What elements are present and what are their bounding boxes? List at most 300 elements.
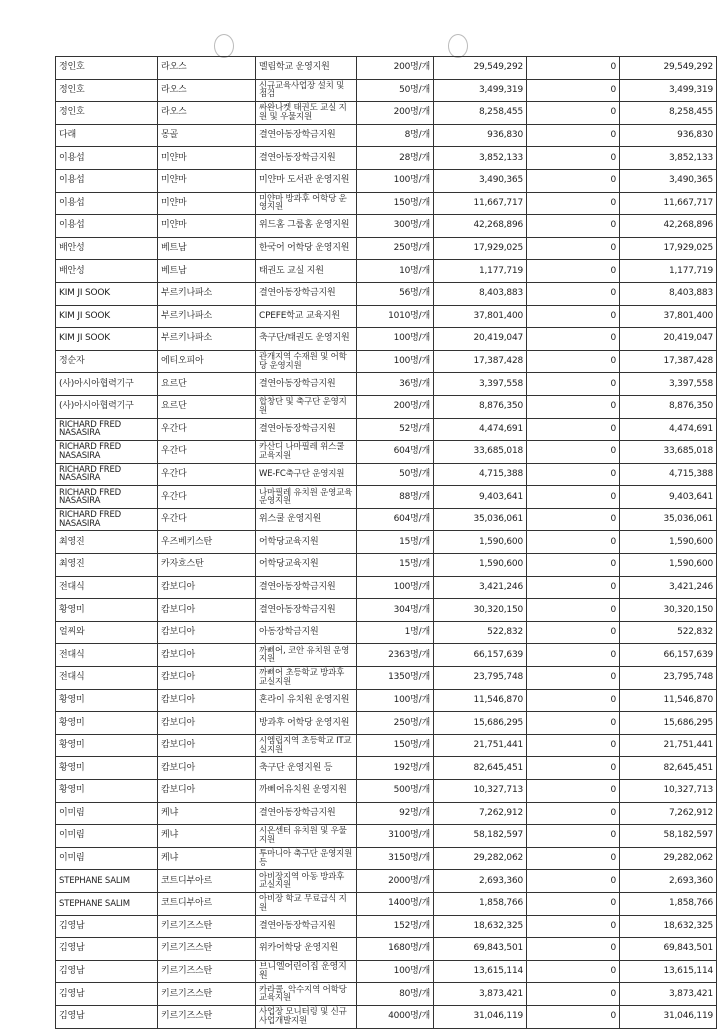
cell-recipient: 이미림 — [56, 847, 158, 870]
cell-recipient: RICHARD FRED NASASIRA — [56, 463, 158, 486]
cell-project: 신규교육사업장 설치 및 점검 — [256, 79, 357, 102]
cell-recipient: 이용섭 — [56, 192, 158, 215]
table-row — [56, 441, 717, 464]
cell-recipient: 이용섭 — [56, 147, 158, 170]
cell-recipient: (사)아시아협력기구 — [56, 395, 158, 418]
cell-beneficiaries: 250명/개 — [357, 237, 434, 260]
cell-country: 키르기즈스탄 — [158, 938, 256, 961]
cell-other: 0 — [527, 847, 620, 870]
cell-country: 케냐 — [158, 847, 256, 870]
cell-amount: 7,262,912 — [434, 802, 527, 825]
cell-country: 라오스 — [158, 102, 256, 125]
cell-other: 0 — [527, 554, 620, 577]
cell-total: 31,046,119 — [620, 1005, 717, 1028]
cell-recipient: (사)아시아협력기구 — [56, 373, 158, 396]
cell-amount: 69,843,501 — [434, 938, 527, 961]
table-row — [56, 373, 717, 396]
cell-other: 0 — [527, 960, 620, 983]
cell-other: 0 — [527, 938, 620, 961]
cell-other: 0 — [527, 486, 620, 509]
cell-country: 캄보디아 — [158, 621, 256, 644]
table-row — [56, 712, 717, 735]
cell-other: 0 — [527, 689, 620, 712]
cell-total: 66,157,639 — [620, 644, 717, 667]
cell-project: 어학당교육지원 — [256, 554, 357, 577]
cell-recipient: 이용섭 — [56, 215, 158, 238]
cell-amount: 3,499,319 — [434, 79, 527, 102]
table-row — [56, 802, 717, 825]
table-row — [56, 102, 717, 125]
table-row — [56, 57, 717, 80]
cell-beneficiaries: 1680명/개 — [357, 938, 434, 961]
table-row — [56, 734, 717, 757]
cell-other: 0 — [527, 124, 620, 147]
cell-country: 캄보디아 — [158, 712, 256, 735]
cell-recipient: RICHARD FRED NASASIRA — [56, 508, 158, 531]
cell-beneficiaries: 192명/개 — [357, 757, 434, 780]
cell-other: 0 — [527, 373, 620, 396]
cell-project: 합창단 및 축구단 운영지원 — [256, 395, 357, 418]
cell-other: 0 — [527, 147, 620, 170]
cell-other: 0 — [527, 328, 620, 351]
cell-recipient: 다래 — [56, 124, 158, 147]
table-row — [56, 576, 717, 599]
cell-amount: 1,590,600 — [434, 531, 527, 554]
table-row — [56, 599, 717, 622]
cell-recipient: 전대식 — [56, 667, 158, 690]
cell-recipient: 김영남 — [56, 1005, 158, 1028]
cell-beneficiaries: 4000명/개 — [357, 1005, 434, 1028]
cell-country: 케냐 — [158, 825, 256, 848]
table-row — [56, 915, 717, 938]
cell-country: 카자흐스탄 — [158, 554, 256, 577]
cell-total: 69,843,501 — [620, 938, 717, 961]
cell-amount: 23,795,748 — [434, 667, 527, 690]
cell-project: 브니엘어린이집 운영지원 — [256, 960, 357, 983]
cell-amount: 13,615,114 — [434, 960, 527, 983]
cell-total: 58,182,597 — [620, 825, 717, 848]
cell-project: 관개지역 수재원 및 어학당 운영지원 — [256, 350, 357, 373]
cell-project: 아비장 학교 무료급식 지원 — [256, 892, 357, 915]
cell-total: 3,873,421 — [620, 983, 717, 1006]
cell-total: 8,258,455 — [620, 102, 717, 125]
cell-project: 까삐어 초등학교 방과후 교실지원 — [256, 667, 357, 690]
table-row — [56, 508, 717, 531]
cell-beneficiaries: 8명/개 — [357, 124, 434, 147]
cell-country: 코트디부아르 — [158, 892, 256, 915]
cell-amount: 3,852,133 — [434, 147, 527, 170]
table-row — [56, 757, 717, 780]
cell-amount: 17,387,428 — [434, 350, 527, 373]
cell-other: 0 — [527, 282, 620, 305]
table-row — [56, 870, 717, 893]
cell-amount: 20,419,047 — [434, 328, 527, 351]
cell-total: 23,795,748 — [620, 667, 717, 690]
cell-beneficiaries: 10명/개 — [357, 260, 434, 283]
cell-other: 0 — [527, 734, 620, 757]
table-row — [56, 215, 717, 238]
cell-amount: 11,667,717 — [434, 192, 527, 215]
cell-amount: 15,686,295 — [434, 712, 527, 735]
cell-amount: 8,876,350 — [434, 395, 527, 418]
cell-country: 요르단 — [158, 373, 256, 396]
cell-recipient: KIM JI SOOK — [56, 328, 158, 351]
cell-country: 코트디부아르 — [158, 870, 256, 893]
cell-amount: 18,632,325 — [434, 915, 527, 938]
cell-total: 42,268,896 — [620, 215, 717, 238]
cell-total: 37,801,400 — [620, 305, 717, 328]
cell-project: 시엠립지역 초등학교 IT교실지원 — [256, 734, 357, 757]
cell-other: 0 — [527, 667, 620, 690]
cell-project: 카산디 나마필레 위스쿨 교육지원 — [256, 441, 357, 464]
cell-beneficiaries: 1명/개 — [357, 621, 434, 644]
cell-beneficiaries: 52명/개 — [357, 418, 434, 441]
cell-recipient: 황영미 — [56, 734, 158, 757]
table-row — [56, 780, 717, 803]
cell-amount: 58,182,597 — [434, 825, 527, 848]
table-row — [56, 463, 717, 486]
cell-total: 18,632,325 — [620, 915, 717, 938]
table-row — [56, 328, 717, 351]
cell-amount: 21,751,441 — [434, 734, 527, 757]
cell-total: 30,320,150 — [620, 599, 717, 622]
table-row — [56, 825, 717, 848]
cell-amount: 31,046,119 — [434, 1005, 527, 1028]
table-row — [56, 531, 717, 554]
cell-recipient: 정인호 — [56, 102, 158, 125]
cell-recipient: KIM JI SOOK — [56, 305, 158, 328]
cell-country: 키르기즈스탄 — [158, 983, 256, 1006]
cell-total: 1,858,766 — [620, 892, 717, 915]
cell-amount: 11,546,870 — [434, 689, 527, 712]
table-row — [56, 621, 717, 644]
cell-recipient: 전대식 — [56, 644, 158, 667]
cell-project: 까삐어, 코안 유치원 운영지원 — [256, 644, 357, 667]
cell-country: 베트남 — [158, 260, 256, 283]
table-row — [56, 395, 717, 418]
cell-recipient: RICHARD FRED NASASIRA — [56, 441, 158, 464]
cell-recipient: STEPHANE SALIM — [56, 892, 158, 915]
cell-other: 0 — [527, 576, 620, 599]
cell-beneficiaries: 100명/개 — [357, 169, 434, 192]
table-row — [56, 960, 717, 983]
cell-project: 위드홈 그룹홈 운영지원 — [256, 215, 357, 238]
table-row — [56, 124, 717, 147]
cell-amount: 37,801,400 — [434, 305, 527, 328]
cell-total: 21,751,441 — [620, 734, 717, 757]
cell-beneficiaries: 100명/개 — [357, 350, 434, 373]
cell-total: 17,929,025 — [620, 237, 717, 260]
cell-amount: 17,929,025 — [434, 237, 527, 260]
cell-other: 0 — [527, 237, 620, 260]
cell-project: 위카어학당 운영지원 — [256, 938, 357, 961]
cell-amount: 1,177,719 — [434, 260, 527, 283]
cell-project: 결연아동장학금지원 — [256, 282, 357, 305]
cell-other: 0 — [527, 395, 620, 418]
cell-recipient: 김영남 — [56, 938, 158, 961]
table-row — [56, 147, 717, 170]
cell-country: 에티오피아 — [158, 350, 256, 373]
cell-country: 캄보디아 — [158, 689, 256, 712]
cell-total: 1,590,600 — [620, 531, 717, 554]
cell-recipient: 황영미 — [56, 599, 158, 622]
cell-country: 우간다 — [158, 486, 256, 509]
cell-total: 10,327,713 — [620, 780, 717, 803]
cell-amount: 42,268,896 — [434, 215, 527, 238]
table-row — [56, 350, 717, 373]
cell-country: 캄보디아 — [158, 734, 256, 757]
cell-country: 캄보디아 — [158, 757, 256, 780]
cell-beneficiaries: 304명/개 — [357, 599, 434, 622]
cell-total: 1,590,600 — [620, 554, 717, 577]
cell-project: 어학당교육지원 — [256, 531, 357, 554]
cell-project: 혼라이 유치원 운영지원 — [256, 689, 357, 712]
cell-recipient: 최영진 — [56, 531, 158, 554]
cell-country: 우간다 — [158, 508, 256, 531]
cell-project: CPEFE학교 교육지원 — [256, 305, 357, 328]
cell-beneficiaries: 200명/개 — [357, 57, 434, 80]
cell-other: 0 — [527, 780, 620, 803]
cell-amount: 9,403,641 — [434, 486, 527, 509]
table-row — [56, 237, 717, 260]
cell-total: 29,549,292 — [620, 57, 717, 80]
cell-recipient: 김영남 — [56, 960, 158, 983]
table-row — [56, 282, 717, 305]
cell-beneficiaries: 100명/개 — [357, 328, 434, 351]
cell-beneficiaries: 100명/개 — [357, 960, 434, 983]
cell-amount: 3,490,365 — [434, 169, 527, 192]
cell-total: 82,645,451 — [620, 757, 717, 780]
cell-amount: 3,873,421 — [434, 983, 527, 1006]
cell-beneficiaries: 15명/개 — [357, 531, 434, 554]
cell-amount: 82,645,451 — [434, 757, 527, 780]
cell-country: 우즈베키스탄 — [158, 531, 256, 554]
table-row — [56, 79, 717, 102]
cell-other: 0 — [527, 260, 620, 283]
cell-other: 0 — [527, 599, 620, 622]
cell-other: 0 — [527, 621, 620, 644]
cell-beneficiaries: 604명/개 — [357, 441, 434, 464]
cell-country: 케냐 — [158, 802, 256, 825]
cell-other: 0 — [527, 825, 620, 848]
cell-beneficiaries: 50명/개 — [357, 463, 434, 486]
cell-amount: 522,832 — [434, 621, 527, 644]
table-row — [56, 418, 717, 441]
cell-beneficiaries: 28명/개 — [357, 147, 434, 170]
cell-other: 0 — [527, 305, 620, 328]
cell-beneficiaries: 3150명/개 — [357, 847, 434, 870]
cell-other: 0 — [527, 915, 620, 938]
cell-country: 캄보디아 — [158, 599, 256, 622]
cell-beneficiaries: 2363명/개 — [357, 644, 434, 667]
cell-other: 0 — [527, 169, 620, 192]
binder-hole — [448, 34, 468, 58]
cell-country: 부르키나파소 — [158, 282, 256, 305]
cell-beneficiaries: 250명/개 — [357, 712, 434, 735]
table-row — [56, 847, 717, 870]
cell-total: 7,262,912 — [620, 802, 717, 825]
cell-amount: 29,282,062 — [434, 847, 527, 870]
cell-beneficiaries: 150명/개 — [357, 192, 434, 215]
cell-other: 0 — [527, 712, 620, 735]
cell-amount: 30,320,150 — [434, 599, 527, 622]
cell-recipient: 황영미 — [56, 780, 158, 803]
cell-country: 우간다 — [158, 418, 256, 441]
cell-amount: 8,258,455 — [434, 102, 527, 125]
cell-project: 위스쿨 운영지원 — [256, 508, 357, 531]
cell-project: 결연아동장학금지원 — [256, 915, 357, 938]
cell-total: 4,715,388 — [620, 463, 717, 486]
cell-total: 3,499,319 — [620, 79, 717, 102]
cell-amount: 66,157,639 — [434, 644, 527, 667]
cell-total: 20,419,047 — [620, 328, 717, 351]
table-row — [56, 983, 717, 1006]
cell-country: 키르기즈스탄 — [158, 1005, 256, 1028]
cell-recipient: 얼찌와 — [56, 621, 158, 644]
cell-project: 결연아동장학금지원 — [256, 599, 357, 622]
cell-total: 3,421,246 — [620, 576, 717, 599]
cell-total: 936,830 — [620, 124, 717, 147]
cell-country: 우간다 — [158, 463, 256, 486]
cell-total: 35,036,061 — [620, 508, 717, 531]
cell-country: 미얀마 — [158, 147, 256, 170]
cell-country: 캄보디아 — [158, 780, 256, 803]
cell-beneficiaries: 2000명/개 — [357, 870, 434, 893]
cell-other: 0 — [527, 983, 620, 1006]
cell-country: 미얀마 — [158, 169, 256, 192]
table-row — [56, 169, 717, 192]
table-row — [56, 260, 717, 283]
cell-other: 0 — [527, 508, 620, 531]
cell-other: 0 — [527, 192, 620, 215]
cell-recipient: 전대식 — [56, 576, 158, 599]
table-body — [56, 57, 717, 1029]
cell-project: 결연아동장학금지원 — [256, 147, 357, 170]
cell-other: 0 — [527, 892, 620, 915]
expenditure-table — [55, 56, 717, 1029]
cell-total: 13,615,114 — [620, 960, 717, 983]
cell-total: 4,474,691 — [620, 418, 717, 441]
cell-total: 33,685,018 — [620, 441, 717, 464]
table-row — [56, 644, 717, 667]
cell-project: 까삐어유치원 운영지원 — [256, 780, 357, 803]
cell-recipient: 정순자 — [56, 350, 158, 373]
cell-project: 미얀마 방과후 어학당 운영지원 — [256, 192, 357, 215]
cell-project: 축구단/태권도 운영지원 — [256, 328, 357, 351]
cell-recipient: RICHARD FRED NASASIRA — [56, 486, 158, 509]
cell-total: 3,852,133 — [620, 147, 717, 170]
cell-amount: 936,830 — [434, 124, 527, 147]
cell-country: 라오스 — [158, 57, 256, 80]
cell-recipient: 이용섭 — [56, 169, 158, 192]
cell-recipient: 정인호 — [56, 57, 158, 80]
cell-recipient: 김영남 — [56, 915, 158, 938]
cell-recipient: 이미림 — [56, 825, 158, 848]
cell-other: 0 — [527, 531, 620, 554]
cell-total: 15,686,295 — [620, 712, 717, 735]
cell-total: 3,397,558 — [620, 373, 717, 396]
cell-other: 0 — [527, 644, 620, 667]
cell-amount: 33,685,018 — [434, 441, 527, 464]
cell-amount: 35,036,061 — [434, 508, 527, 531]
cell-recipient: 김영남 — [56, 983, 158, 1006]
table-row — [56, 554, 717, 577]
cell-project: 결연아동장학금지원 — [256, 373, 357, 396]
cell-project: 아비장지역 아동 방과후 교실지원 — [256, 870, 357, 893]
cell-total: 11,667,717 — [620, 192, 717, 215]
cell-other: 0 — [527, 802, 620, 825]
cell-project: 결연아동장학금지원 — [256, 124, 357, 147]
cell-beneficiaries: 200명/개 — [357, 102, 434, 125]
cell-total: 3,490,365 — [620, 169, 717, 192]
cell-country: 미얀마 — [158, 192, 256, 215]
cell-beneficiaries: 152명/개 — [357, 915, 434, 938]
cell-country: 미얀마 — [158, 215, 256, 238]
table-row — [56, 938, 717, 961]
cell-amount: 10,327,713 — [434, 780, 527, 803]
cell-country: 캄보디아 — [158, 667, 256, 690]
cell-amount: 1,590,600 — [434, 554, 527, 577]
cell-beneficiaries: 1010명/개 — [357, 305, 434, 328]
cell-beneficiaries: 92명/개 — [357, 802, 434, 825]
table-row — [56, 192, 717, 215]
cell-beneficiaries: 3100명/개 — [357, 825, 434, 848]
cell-other: 0 — [527, 757, 620, 780]
cell-beneficiaries: 36명/개 — [357, 373, 434, 396]
cell-amount: 3,397,558 — [434, 373, 527, 396]
cell-recipient: 정인호 — [56, 79, 158, 102]
cell-country: 라오스 — [158, 79, 256, 102]
cell-country: 부르키나파소 — [158, 328, 256, 351]
cell-other: 0 — [527, 441, 620, 464]
cell-other: 0 — [527, 215, 620, 238]
cell-beneficiaries: 500명/개 — [357, 780, 434, 803]
cell-country: 요르단 — [158, 395, 256, 418]
cell-total: 1,177,719 — [620, 260, 717, 283]
table-row — [56, 667, 717, 690]
cell-recipient: KIM JI SOOK — [56, 282, 158, 305]
cell-beneficiaries: 100명/개 — [357, 576, 434, 599]
cell-project: 멜림학교 운영지원 — [256, 57, 357, 80]
cell-project: 태권도 교실 지원 — [256, 260, 357, 283]
cell-beneficiaries: 150명/개 — [357, 734, 434, 757]
cell-recipient: 배안성 — [56, 260, 158, 283]
cell-amount: 3,421,246 — [434, 576, 527, 599]
cell-recipient: RICHARD FRED NASASIRA — [56, 418, 158, 441]
cell-recipient: 이미림 — [56, 802, 158, 825]
cell-other: 0 — [527, 1005, 620, 1028]
cell-amount: 29,549,292 — [434, 57, 527, 80]
cell-total: 8,876,350 — [620, 395, 717, 418]
cell-project: 싸완나켓 태권도 교실 지원 및 우물지원 — [256, 102, 357, 125]
cell-beneficiaries: 1400명/개 — [357, 892, 434, 915]
binder-hole — [214, 34, 234, 58]
cell-country: 우간다 — [158, 441, 256, 464]
cell-total: 17,387,428 — [620, 350, 717, 373]
cell-project: 사업장 모니터링 및 신규사업개발지원 — [256, 1005, 357, 1028]
cell-country: 키르기즈스탄 — [158, 960, 256, 983]
cell-total: 8,403,883 — [620, 282, 717, 305]
cell-total: 522,832 — [620, 621, 717, 644]
cell-other: 0 — [527, 57, 620, 80]
cell-recipient: 배안성 — [56, 237, 158, 260]
cell-project: 축구단 운영지원 등 — [256, 757, 357, 780]
cell-recipient: 황영미 — [56, 757, 158, 780]
cell-beneficiaries: 1350명/개 — [357, 667, 434, 690]
cell-project: 결연아동장학금지원 — [256, 802, 357, 825]
cell-total: 11,546,870 — [620, 689, 717, 712]
cell-total: 9,403,641 — [620, 486, 717, 509]
